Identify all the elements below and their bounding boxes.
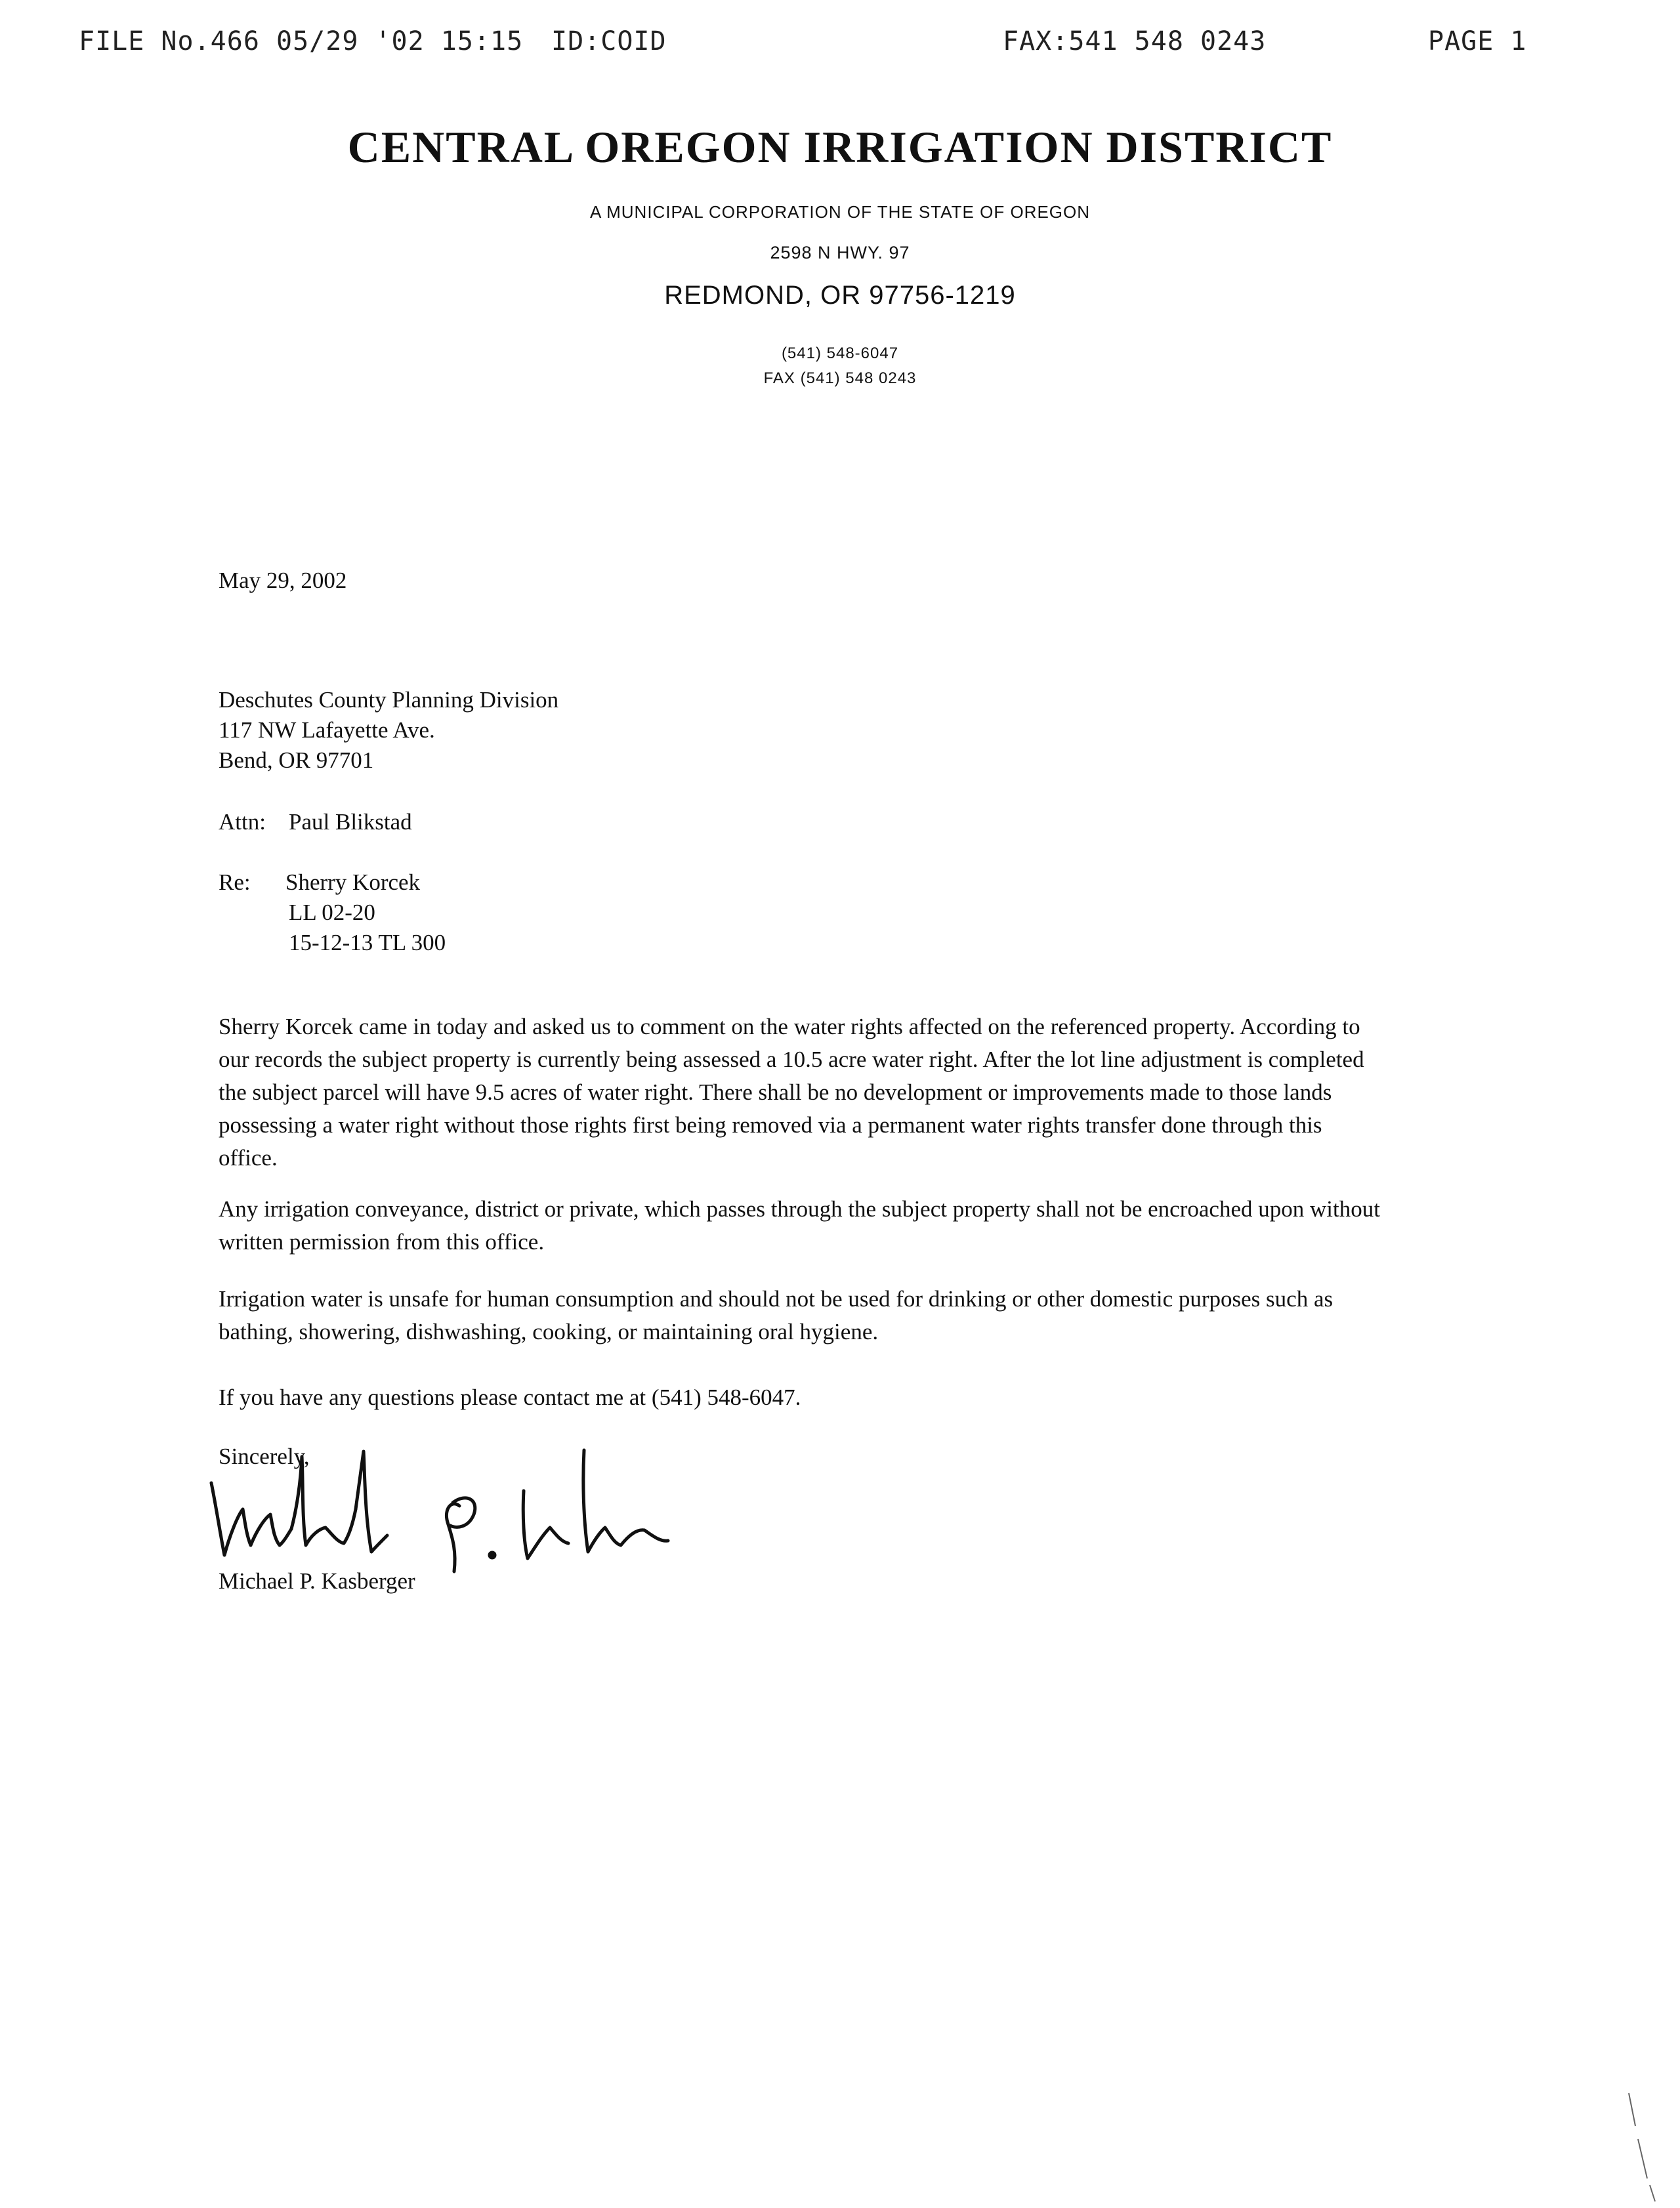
organization-subtitle: A MUNICIPAL CORPORATION OF THE STATE OF OREGON [589,202,1091,222]
recipient-line-3: Bend, OR 97701 [219,747,374,773]
re-label: Re: [219,869,251,895]
re-line-1: Sherry Korcek [285,869,421,895]
recipient-line-1: Deschutes County Planning Division [219,687,559,713]
body-paragraph-2: Any irrigation conveyance, district or private, which passes through the subject property shall not be encroached upon without written permission from this office. [219,1196,1380,1255]
body-paragraph-4: If you have any questions please contact me at (541) 548-6047. [219,1385,801,1410]
attn-name: Paul Blikstad [289,809,412,835]
closing: Sincerely, [219,1444,310,1469]
fax-page: PAGE 1 [1428,26,1527,56]
fax-id: ID:COID [551,26,667,56]
organization-city: REDMOND, OR 97756-1219 [664,281,1016,310]
letter-date: May 29, 2002 [219,568,347,593]
body-paragraph-3: Irrigation water is unsafe for human consumption and should not be used for drinking or other domestic purposes such as bathing, showering, dishwashing, cooking, or maintaining oral hygiene. [219,1286,1334,1344]
signature-image [203,1437,676,1575]
organization-title: CENTRAL OREGON IRRIGATION DISTRICT [347,122,1333,172]
organization-street: 2598 N HWY. 97 [770,243,910,262]
organization-fax: FAX (541) 548 0243 [763,369,917,387]
organization-phone: (541) 548-6047 [781,344,899,362]
re-line-3: 15-12-13 TL 300 [289,930,446,955]
signer-name: Michael P. Kasberger [219,1568,415,1594]
fax-file-info: FILE No.466 05/29 '02 15:15 [79,26,524,56]
body-paragraph-1: Sherry Korcek came in today and asked us to comment on the water rights affected on the referenced property. According to our records the subject property is currently being assessed a 10.5 acre water right. After the lot line adjustment is completed the subject parcel will have 9.5 acres of water right. There shall be no development or improvements made to those lands possessing a water right without those rights first being removed via a permanent water rights transfer done through this office. [219,1014,1364,1171]
scan-artifact [1621,2087,1660,2205]
attn-label: Attn: [219,809,266,835]
recipient-line-2: 117 NW Lafayette Ave. [219,717,435,743]
re-line-2: LL 02-20 [289,900,375,925]
fax-number: FAX:541 548 0243 [1003,26,1267,56]
